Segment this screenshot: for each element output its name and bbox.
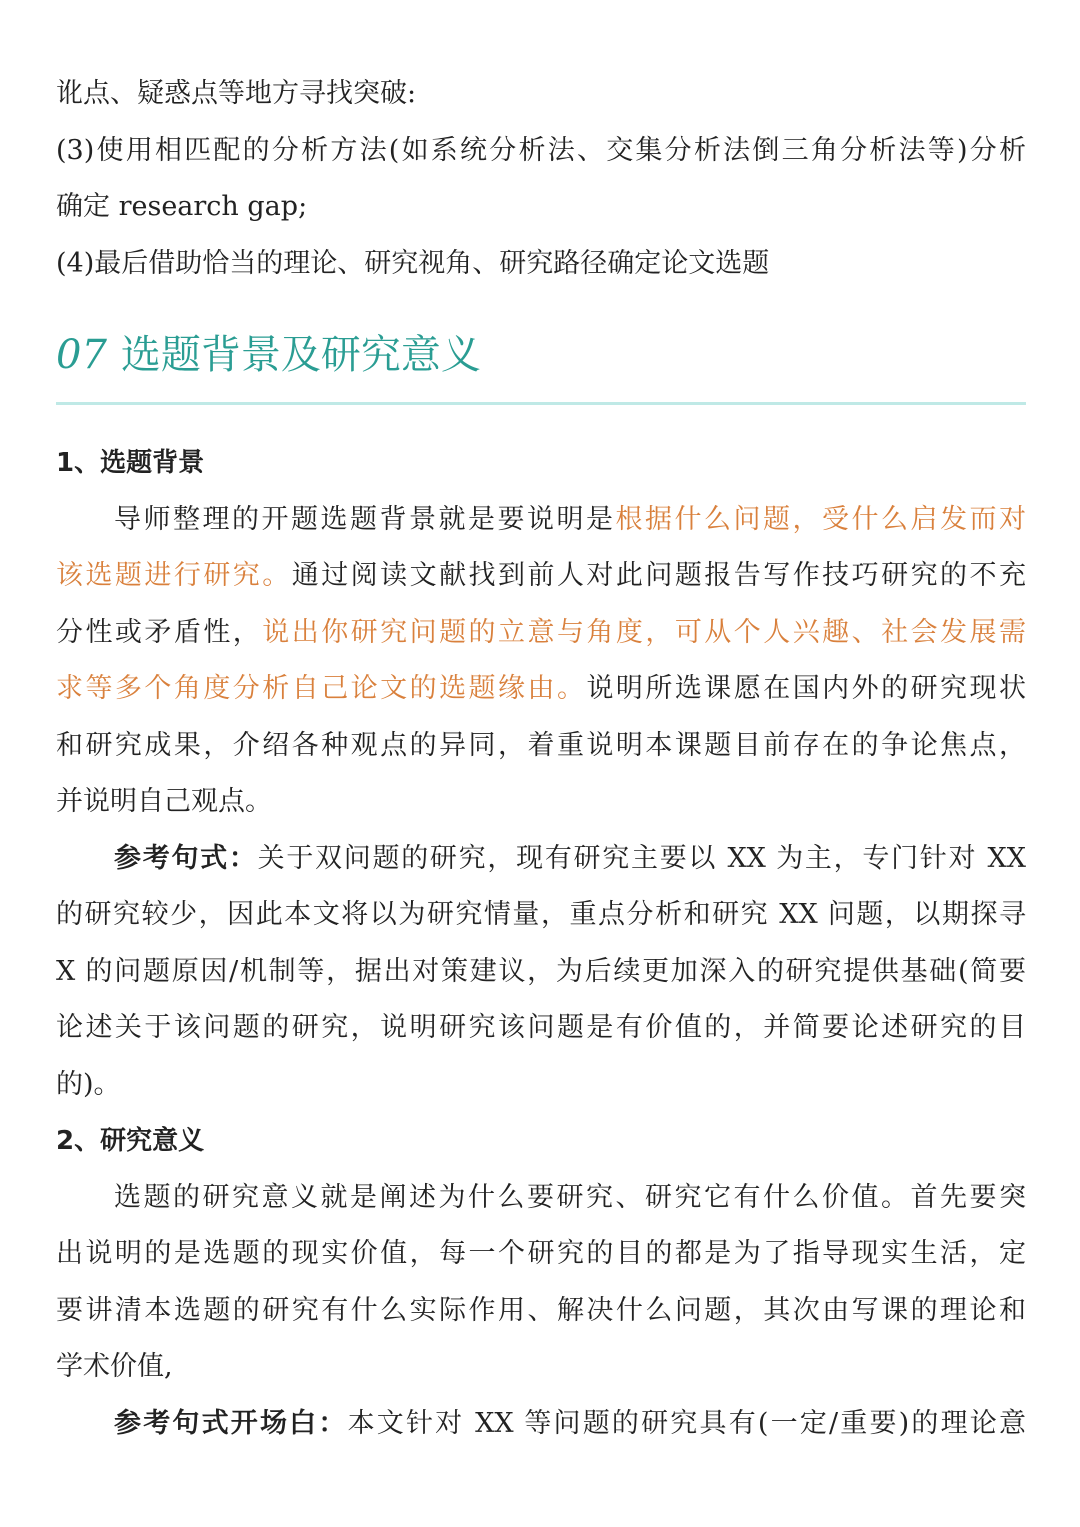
reference2-line-1 xyxy=(56,1396,1026,1453)
background-line-4 xyxy=(56,661,1026,718)
section-number: 07 xyxy=(56,332,107,378)
reference1-line-3: X 的问题原因/机制等，据出对策建议，为后续更加深入的研究提供基础(简要 xyxy=(56,955,1026,987)
section-title: 选题背景及研究意义 xyxy=(120,332,481,378)
reference1-line-4: 论述关于该问题的研究，说明研究该问题是有价值的，并简要论述研究的目 xyxy=(56,1012,1026,1043)
background-highlight: 该选题进行研究。 xyxy=(56,560,292,591)
background-line-6: 并说明自己观点。 xyxy=(56,786,272,817)
significance-line-3: 要讲清本选题的研究有什么实际作用、解决什么问题，其次由写课的理论和 xyxy=(56,1294,1026,1326)
document-page xyxy=(56,66,1026,1452)
background-highlight: 说出你研究问题的立意与角度，可从个人兴趣、社会发展需 xyxy=(262,616,1026,648)
significance-line-1: 选题的研究意义就是阐述为什么要研究、研究它有什么价值。首先要突 xyxy=(114,1181,1026,1213)
reference1-line-2: 的研究较少，因此本文将以为研究情量，重点分析和研究 XX 问题，以期探寻 xyxy=(56,899,1026,930)
background-line-5: 和研究成果，介绍各种观点的异同，着重说明本课题目前存在的争论焦点， xyxy=(56,729,1026,761)
intro-line-2: (3)使用相匹配的分析方法(如系统分析法、交集分析法倒三角分析法等)分析 xyxy=(56,134,1026,166)
reference1-line-5: 的)。 xyxy=(56,1068,121,1100)
reference2-label: 参考句式开场白： xyxy=(114,1407,348,1439)
background-line-3 xyxy=(56,605,1026,662)
background-text: 说明所选课愿在国内外的研究现状 xyxy=(586,673,1026,704)
intro-line-3: 确定 research gap; xyxy=(56,191,308,222)
reference1-text: 关于双问题的研究，现有研究主要以 XX 为主，专门针对 XX xyxy=(257,842,1026,874)
reference1-label: 参考句式： xyxy=(114,842,258,874)
background-line-1 xyxy=(56,492,1026,549)
background-line-2 xyxy=(56,548,1026,605)
background-heading: 1、选题背景 xyxy=(56,448,205,478)
reference2-text: 本文针对 XX 等问题的研究具有(一定/重要)的理论意 xyxy=(347,1407,1026,1439)
significance-heading: 2、研究意义 xyxy=(56,1126,205,1156)
background-text: 通过阅读文献找到前人对此问题报告写作技巧研究的不充 xyxy=(291,560,1026,591)
intro-line-4: (4)最后借助恰当的理论、研究视角、研究路径确定论文选题 xyxy=(56,247,770,279)
reference1-line-1 xyxy=(56,831,1026,888)
section-divider xyxy=(56,402,1026,405)
significance-line-4: 学术价值, xyxy=(56,1351,173,1382)
significance-line-2: 出说明的是选题的现实价值，每一个研究的目的都是为了指导现实生活，定 xyxy=(56,1238,1026,1269)
intro-line-1: 讹点、疑惑点等地方寻找突破: xyxy=(56,78,417,109)
background-highlight: 根据什么问题，受什么启发而对 xyxy=(615,503,1026,535)
section-heading xyxy=(56,326,1026,384)
background-text: 分性或矛盾性， xyxy=(56,616,263,648)
background-highlight: 求等多个角度分析自己论文的选题缘由。 xyxy=(56,673,587,704)
background-text: 导师整理的开题选题背景就是要说明是 xyxy=(114,503,616,535)
